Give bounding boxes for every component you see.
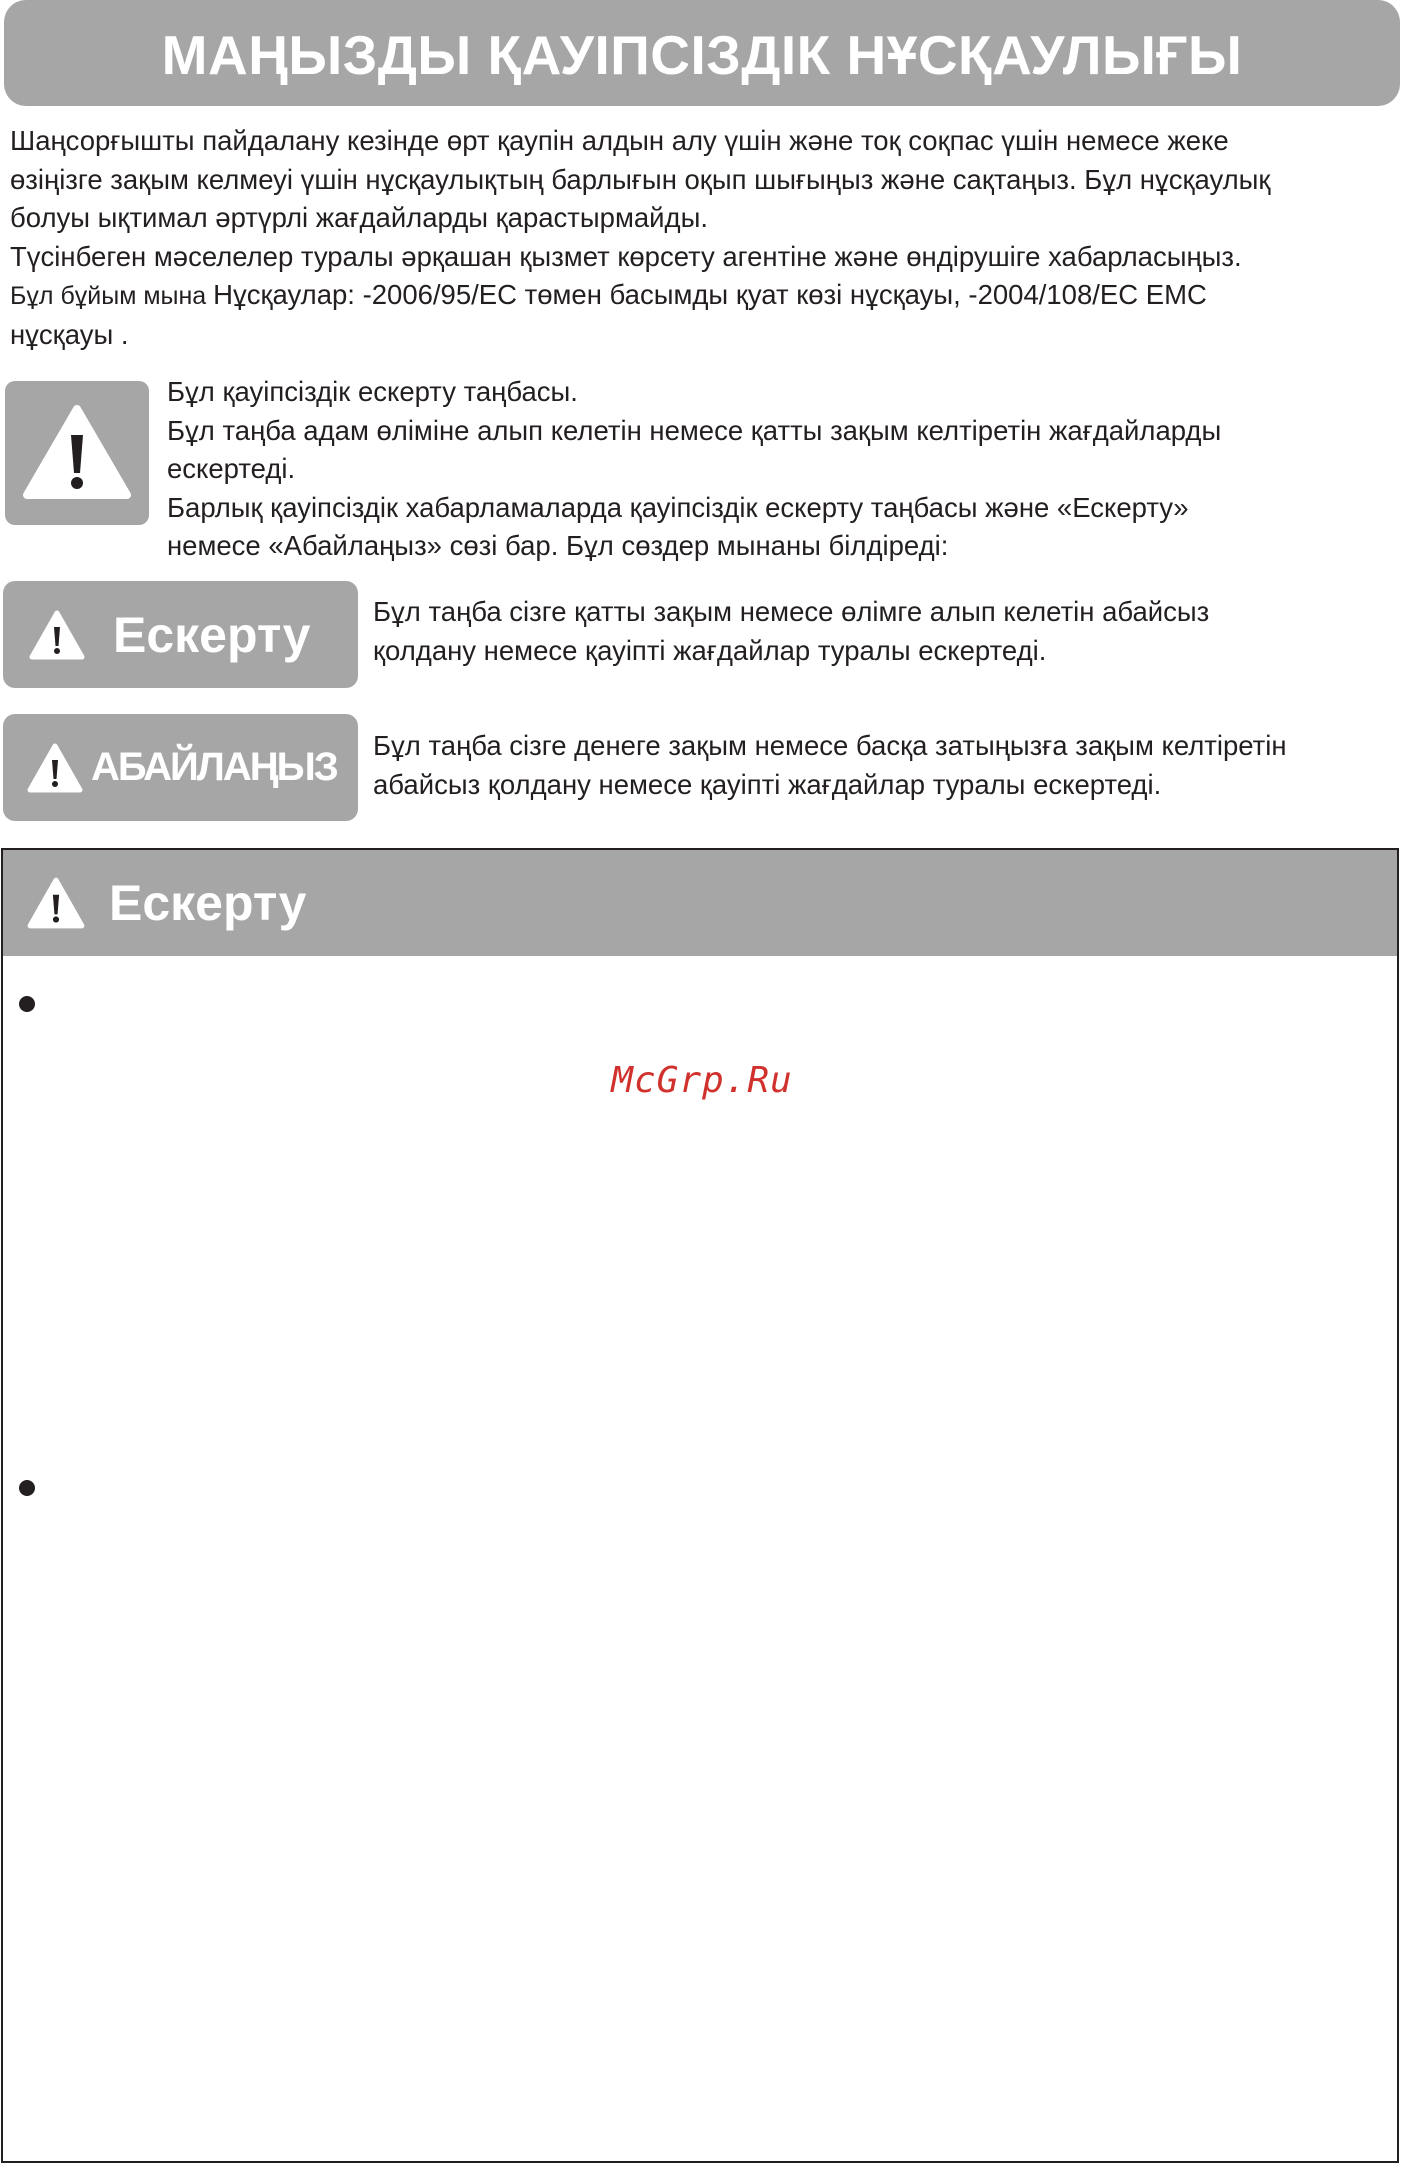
safety-text-line: ескертеді.	[167, 453, 296, 484]
warning-text-line: қолдану немесе қауіпті жағдайлар туралы ескертеді.	[373, 634, 1047, 666]
intro-line	[10, 276, 1400, 316]
warning-triangle-icon	[5, 381, 149, 525]
intro-line: болуы ықтимал әртүрлі жағдайларды қарастырмайды.	[10, 202, 708, 233]
intro-line: нұсқауы .	[10, 318, 129, 350]
caution-badge-label: АБАЙЛАҢЫЗ	[91, 745, 337, 789]
warning-section-title: Ескерту	[109, 875, 307, 931]
warning-triangle-icon	[25, 874, 87, 932]
page-title: МАҢЫЗДЫ ҚАУІПСІЗДІК НҰСҚАУЛЫҒЫ	[161, 24, 1243, 86]
safety-symbol-description	[167, 373, 1392, 566]
caution-text-line: Бұл таңба сізге денеге зақым немесе басқа затыңызға зақым келтіретін	[373, 730, 1287, 761]
safety-alert-symbol	[5, 381, 149, 525]
watermark: McGrp.Ru	[611, 1060, 793, 1101]
warning-section	[1, 848, 1399, 2163]
safety-text-line: Барлық қауіпсіздік хабарламаларда қауіпсіздік ескерту таңбасы және «Ескерту»	[167, 491, 1189, 523]
warning-triangle-icon	[25, 740, 85, 796]
safety-text-line: Бұл таңба адам өліміне алып келетін немесе қатты зақым келтіретін жағдайларды	[167, 414, 1222, 446]
intro-paragraph	[10, 122, 1400, 354]
caution-badge	[3, 714, 358, 821]
safety-text-line: Бұл қауіпсіздік ескерту таңбасы.	[167, 376, 578, 407]
bullet-point	[19, 1480, 35, 1496]
warning-description	[373, 593, 1403, 670]
intro-directives: Нұсқаулар: -2006/95/EC төмен басымды қуат көзі нұсқауы, -2004/108/EC EMC	[213, 279, 1207, 310]
caution-text-line: абайсыз қолдану немесе қауіпті жағдайлар туралы ескертеді.	[373, 768, 1162, 800]
warning-badge	[3, 581, 358, 688]
warning-badge-label: Ескерту	[113, 606, 311, 663]
safety-text-line: немесе «Абайлаңыз» сөзі бар. Бұл сөздер мынаны білдіреді:	[167, 530, 949, 561]
caution-description	[373, 727, 1403, 804]
intro-line: Түсінбеген мәселелер туралы әрқашан қызмет көрсету агентіне және өндірушіге хабарласыңыз.	[10, 240, 1242, 272]
intro-line: Шаңсорғышты пайдалану кезінде өрт қаупін алдын алу үшін және тоқ соқпас үшін немесе жеке	[10, 125, 1229, 156]
intro-line-start: Бұл бұйым мына	[10, 282, 214, 310]
bullet-point	[19, 996, 35, 1012]
warning-section-header	[3, 850, 1397, 956]
warning-text-line: Бұл таңба сізге қатты зақым немесе өлімге алып келетін абайсыз	[373, 596, 1210, 627]
title-banner	[4, 0, 1400, 106]
intro-line: өзіңізге зақым келмеуі үшін нұсқаулықтың барлығын оқып шығыңыз және сақтаңыз. Бұл нұсқаулық	[10, 163, 1271, 195]
warning-triangle-icon	[27, 607, 87, 663]
